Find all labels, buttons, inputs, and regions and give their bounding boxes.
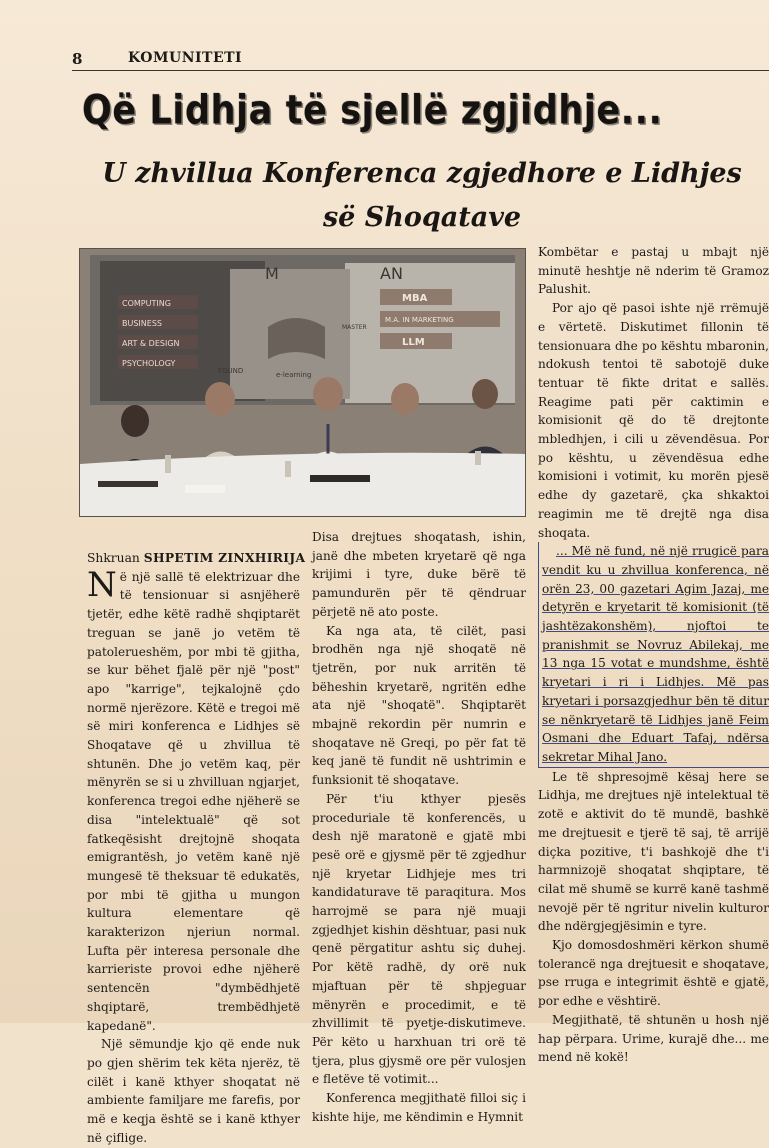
col3-paragraph-6: Megjithatë, të shtunën u hosh një hap përpara. Urime, kurajë dhe... me mend në kokë! [538,1012,769,1065]
byline-author: SHPETIM ZINXHIRIJA [143,550,306,565]
col3-paragraph-4: Le të shpresojmë kësaj here se Lidhja, me drejtues një intelektual të zotë e aktivit do të mundë, bashkë me drejtuesit e tjerë të saj, të arrijë diçka pozitive, t'i bashkojë dhe t'i harmnizojë shoqatat shqiptare, të cilat më shumë se kurrë kanë tashmë nevojë për të ngritur nivelin kulturor dhe ndërgjegjësimin e tyre. [538,769,769,934]
subheadline-line-1: U zhvillua Konferenca zgjedhore e Lidhjes [102,158,742,189]
conference-photo [79,248,526,517]
col2-paragraph-1: Disa drejtues shoqatash, ishin, janë dhe mbeten kryetarë që nga krijimi i tyre, duke bërë të pamundurën për të qëndruar përjetë në ato poste. [312,530,526,619]
col3-paragraph-3-highlighted: ... Më në fund, në një rrugicë para vendit ku u zhvillua konferenca, në orën 23, 00 gazetari Agim Jazaj, me detyrën e kryetarit të komisionit (të jashtëzakonshëm), njoftoi te pranishmit se Novruz Abilekaj, me 13 nga 15 votat e mundshme, është kryetari i ri i Lidhjes. Më pas kryetari i porsazgjedhur bën të ditur se nënkryetarë të Lidhjes janë Feim Osmani dhe Eduart Tafaj, ndërsa sekretar Mihal Jano. [538,542,769,767]
banner-logo-fragment-right: AN [380,264,403,283]
col3-paragraph-5: Kjo domosdoshmëri kërkon shumë tolerancë nga drejtuesit e shoqatave, pse rruga e integrimit është e gjatë, por edhe e vështirë. [538,938,769,1009]
banner-ma-marketing: M.A. IN MARKETING [385,316,454,324]
banner-item-business: BUSINESS [122,319,162,328]
conference-photo-graphic [80,249,525,516]
headline: Që Lidhja të sjellë zgjidhje... [82,88,663,134]
col2-paragraph-2: Ka nga ata, të cilët, pasi brodhën nga një shoqatë në tjetrën, por nuk arritën të bëheshin kryetarë, ngritën edhe ata një "shoqatë". Shqiptarët mbajnë rekordin për numrin e shoqatave në Greqi, po për fat të keq janë të fundit në ushtrimin e funksionit të shoqatave. [312,623,526,788]
page-number: 8 [72,50,83,68]
article-column-3 [538,243,769,1067]
col3-paragraph-2: Por ajo që pasoi ishte një rrëmujë e vërtetë. Diskutimet fillonin të tensionuara dhe po kështu mbaronin, ndokush tentoi të sabotojë duke tentuar të fikte dritat e sallës. Reagime pati për caktimin e komisionit që do të drejtonte mbledhjen, i cili u zëvendësua. Por po kështu, u zëvendësua edhe komisioni i votimit, ku morën pjesë edhe dy gazetarë, çka shkaktoi reagimin me të drejtë nga disa shoqata. [538,301,769,540]
section-name: KOMUNITETI [128,50,243,66]
banner-master-text: MASTER [342,324,367,331]
banner-llm: LLM [402,337,425,348]
banner-logo-fragment-left: M [265,264,279,283]
col3-paragraph-1: Kombëtar e pastaj u mbajt një minutë heshtje në nderim të Gramoz Palushit. [538,245,769,297]
drop-cap: N [87,564,117,605]
page-header [72,46,769,71]
col2-paragraph-4: Konferenca megjithatë filloi siç i kishte hije, me këndimin e Hymnit [312,1091,526,1124]
col1-paragraph-1 [87,564,300,1036]
banner-mba: MBA [402,293,428,304]
col2-paragraph-3: Për t'iu kthyer pjesës proceduriale të konferencës, u desh një maratonë e gjatë mbi pesë orë e gjysmë për të zgjedhur një kryetar Lidhjeje mes tri kandidaturave të paraqitura. Mos harrojmë se para një muaji zgjedhjet kishin dështuar, pasi nuk qenë përgatitur ashtu siç duhej. Por këtë radhë, dy orë nuk mjaftuan për të shpjeguar mënyrën e procedimit, e të zhvillimit të pyetje-diskutimeve. Për këto u harxhuan tri orë të tjera, plus gjysmë ore për vulosjen e fletëve të votimit... [312,791,526,1087]
subheadline-line-2: së Shoqatave [322,202,522,233]
col1-paragraph-1-text: ë një sallë të elektrizuar dhe të tensionuar si asnjëherë tjetër, edhe këtë radhë shqiptarët treguan se janë jo vetëm të patolerueshëm, por mbi të gjitha, se kur bëhet fjalë për një "post" apo "karrige", tejkalojnë çdo normë njerëzore. Këtë e tregoi më së miri konferenca e Lidhjes së Shoqatave që u zhvillua të shtunën. Dhe jo vetëm kaq, për mënyrën se si u zhvilluan ngjarjet, konferenca tregoi edhe njëherë se disa "intelektualë" që sot fatkeqësisht drejtojnë shoqata emigrantësh, jo vetëm kanë një mungesë të theksuar të edukatës, por mbi të gjitha u mungon kultura elementare që karakterizon njeriun normal. Lufta për interesa personale dhe karrieriste provoi edhe njëherë sentencën "dymbëdhjetë shqiptarë, trembëdhjetë kapedanë". [87,569,300,1033]
byline [87,549,306,568]
banner-elearning-text: e-learning [276,371,312,379]
banner-item-computing: COMPUTING [122,299,171,308]
article-column-2 [312,528,526,1127]
byline-prefix: Shkruan [87,551,140,565]
banner-item-art-design: ART & DESIGN [122,339,180,348]
banner-found-text: FOUND [218,367,244,375]
col1-paragraph-2: Një sëmundje kjo që ende nuk po gjen shërim tek këta njerëz, të cilët i kanë kthyer shoqatat në ambiente familjare me farefis, por më e keqja është se i kanë kthyer në çiflige. [87,1037,300,1145]
banner-item-psychology: PSYCHOLOGY [122,359,176,368]
article-column-1 [87,549,306,1148]
